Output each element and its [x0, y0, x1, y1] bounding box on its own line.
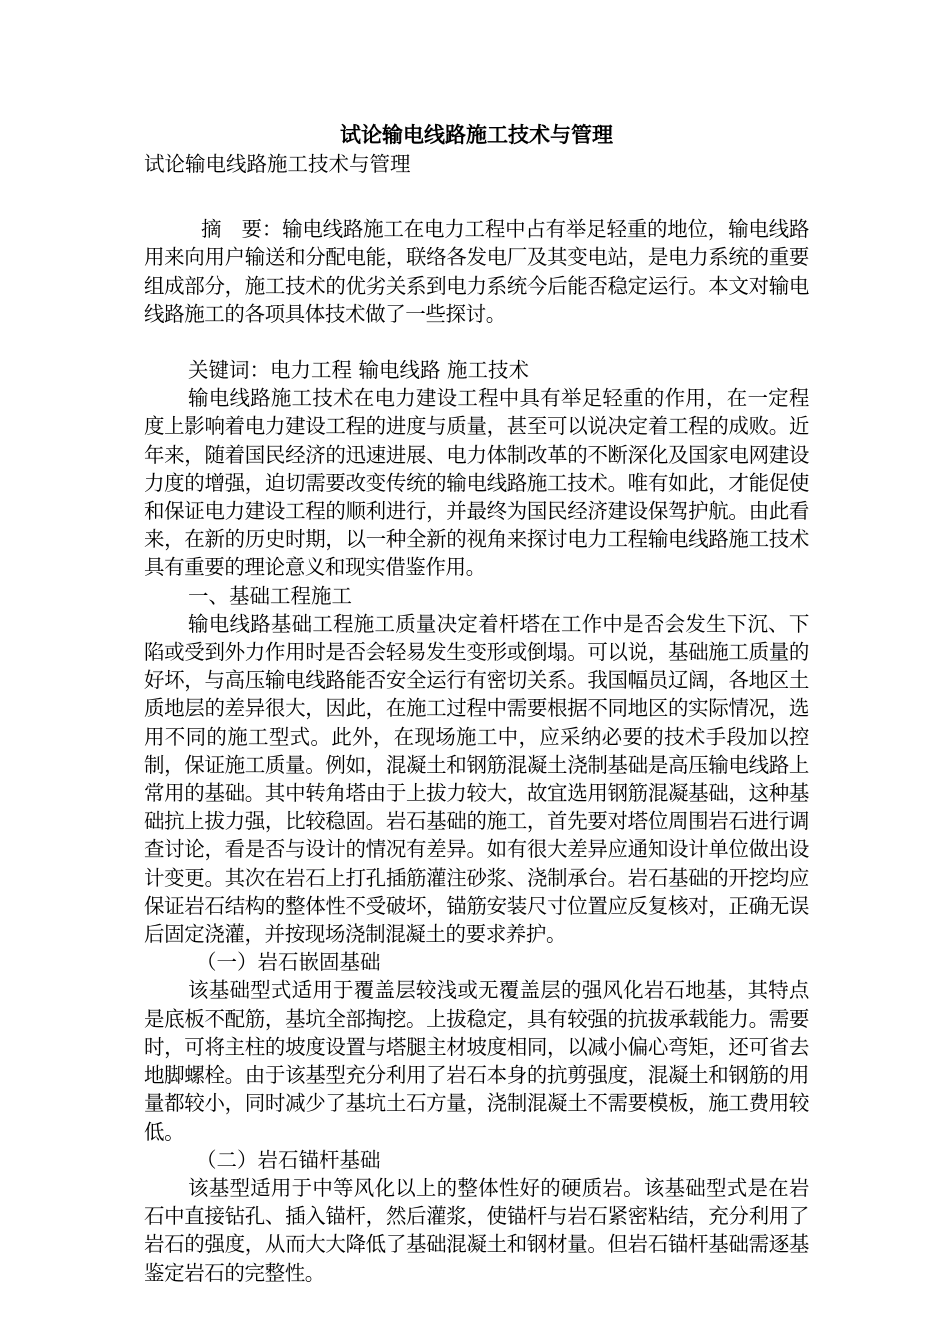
document-body — [144, 120, 809, 1287]
spacer — [144, 178, 809, 215]
subsection-paragraph: 该基础型式适用于覆盖层较浅或无覆盖层的强风化岩石地基，其特点是底板不配筋，基坑全部掏挖。上拔稳定，具有较强的抗拔承载能力。需要时，可将主柱的坡度设置与塔腿主材坡度相同，以减小偏心弯矩，还可省去地脚螺栓。由于该基型充分利用了岩石本身的抗剪强度，混凝土和钢筋的用量都较小，同时减少了基坑土石方量，浇制混凝土不需要模板，施工费用较低。 — [144, 978, 809, 1144]
spacer — [144, 328, 809, 356]
section-paragraph: 输电线路基础工程施工质量决定着杆塔在工作中是否会发生下沉、下陷或受到外力作用时是否会轻易发生变形或倒塌。可以说，基础施工质量的好坏，与高压输电线路能否安全运行有密切关系。我国幅员辽阔，各地区土质地层的差异很大，因此，在施工过程中需要根据不同地区的实际情况，选用不同的施工型式。此外，在现场施工中，应采纳必要的技术手段加以控制，保证施工质量。例如，混凝土和钢筋混凝土浇制基础是高压输电线路上常用的基础。其中转角塔由于上拔力较大，故宜选用钢筋混凝基础，这种基础抗上拔力强，比较稳固。岩石基础的施工，首先要对塔位周围岩石进行调查讨论，看是否与设计的情况有差异。如有很大差异应通知设计单位做出设计变更。其次在岩石上打孔插筋灌注砂浆、浇制承台。岩石基础的开挖均应保证岩石结构的整体性不受破坏，锚筋安装尺寸位置应反复核对，正确无误后固定浇灌，并按现场浇制混凝土的要求养护。 — [144, 611, 809, 947]
intro-paragraph: 输电线路施工技术在电力建设工程中具有举足轻重的作用，在一定程度上影响着电力建设工程的进度与质量，甚至可以说决定着工程的成败。近年来，随着国民经济的迅速进展、电力体制改革的不断深化及国家电网建设力度的增强，迫切需要改变传统的输电线路施工技术。唯有如此，才能促使和保证电力建设工程的顺利进行，并最终为国民经济建设保驾护航。由此看来，在新的历史时期，以一种全新的视角来探讨电力工程输电线路施工技术具有重要的理论意义和现实借鉴作用。 — [144, 386, 809, 580]
keywords-line: 关键词：电力工程 输电线路 施工技术 — [188, 358, 530, 383]
subsection-heading: （一）岩石嵌固基础 — [196, 950, 381, 975]
subsection-paragraph: 该基型适用于中等风化以上的整体性好的硬质岩。该基础型式是在岩石中直接钻孔、插入锚杆，然后灌浆，使锚杆与岩石紧密粘结，充分利用了岩石的强度，从而大大降低了基础混凝土和钢材量。但岩石锚杆基础需逐基鉴定岩石的完整性。 — [144, 1175, 809, 1285]
subsection-heading: （二）岩石锚杆基础 — [196, 1147, 381, 1172]
document-subtitle: 试论输电线路施工技术与管理 — [144, 152, 411, 176]
document-title: 试论输电线路施工技术与管理 — [340, 122, 613, 147]
section-heading: 一、基础工程施工 — [188, 583, 352, 608]
abstract-paragraph: 摘 要：输电线路施工在电力工程中占有举足轻重的地位，输电线路用来向用户输送和分配电能，联络各发电厂及其变电站，是电力系统的重要组成部分，施工技术的优劣关系到电力系统今后能否稳定运行。本文对输电线路施工的各项具体技术做了一些探讨。 — [144, 217, 809, 326]
